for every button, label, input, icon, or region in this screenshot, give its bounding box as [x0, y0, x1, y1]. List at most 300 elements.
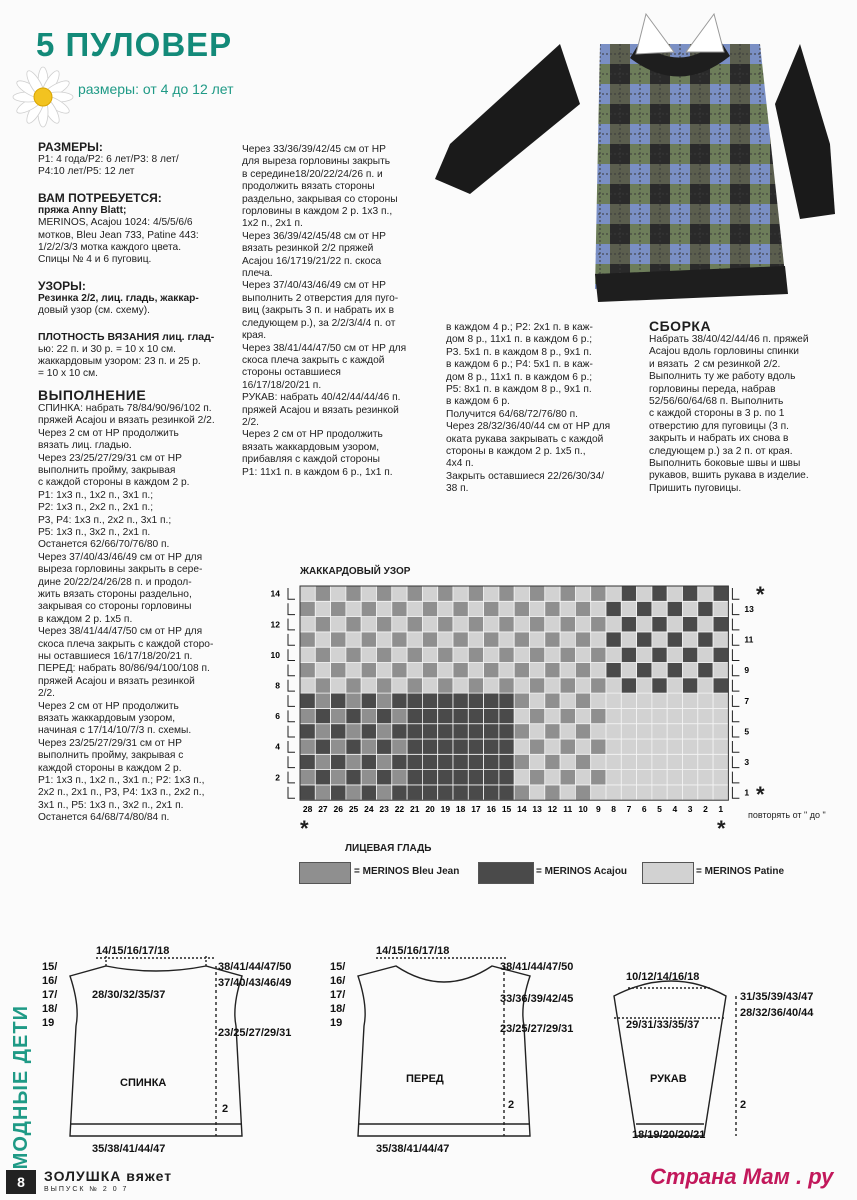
row-label-left: 4 — [275, 741, 280, 752]
chart-cell — [591, 617, 606, 632]
chart-cell — [667, 663, 682, 678]
chart-cell — [407, 693, 422, 708]
chart-cell — [698, 693, 713, 708]
chart-cell — [637, 617, 652, 632]
chart-cell — [453, 785, 468, 800]
row-label-right: 1 — [744, 787, 750, 798]
chart-cell — [438, 678, 453, 693]
chart-cell — [438, 663, 453, 678]
section-vertical-label: МОДНЫЕ ДЕТИ — [10, 1005, 32, 1170]
back-right-dim: 37/40/43/46/49 — [218, 977, 292, 989]
text-line: Закрыть оставшиеся 22/26/30/34/ — [446, 470, 605, 482]
chart-cell — [698, 785, 713, 800]
chart-cell — [637, 647, 652, 662]
chart-cell — [637, 678, 652, 693]
chart-cell — [453, 693, 468, 708]
chart-cell — [392, 693, 407, 708]
chart-cell — [331, 724, 346, 739]
chart-cell — [575, 647, 590, 662]
text-line: края. — [242, 330, 267, 342]
chart-cell — [377, 632, 392, 647]
chart-cell — [468, 739, 483, 754]
chart-cell — [514, 617, 529, 632]
chart-cell — [514, 647, 529, 662]
chart-cell — [652, 647, 667, 662]
chart-cell — [468, 693, 483, 708]
chart-cell — [499, 754, 514, 769]
chart-cell — [361, 586, 376, 601]
back-rib-dim: 2 — [222, 1103, 229, 1115]
sizes-subtitle: размеры: от 4 до 12 лет — [78, 81, 234, 97]
chart-cell — [377, 586, 392, 601]
text-line: в каждом 4 р.; Р2: 2х1 п. в каж- — [446, 322, 593, 333]
chart-cell — [545, 586, 560, 601]
row-bracket — [288, 741, 295, 752]
chart-cell — [468, 724, 483, 739]
chart-cell — [530, 647, 545, 662]
text-line: 52/56/60/64/68 п. Выполнить — [649, 396, 784, 408]
chart-cell — [422, 739, 437, 754]
chart-cell — [346, 785, 361, 800]
back-right-dim: 38/41/44/47/50 — [218, 961, 292, 973]
chart-cell — [438, 586, 453, 601]
column-label: 2 — [703, 804, 708, 815]
front-top-dim: 14/15/16/17/18 — [376, 945, 450, 957]
chart-cell — [315, 678, 330, 693]
chart-cell — [575, 693, 590, 708]
front-left-dim: 19 — [330, 1017, 343, 1029]
chart-cell — [698, 632, 713, 647]
chart-cell — [361, 601, 376, 616]
text-line: следующем р.) за 2 п. от края. — [649, 445, 793, 457]
text-line: ПЕРЕД: набрать 80/86/94/100/108 п. — [38, 663, 210, 675]
chart-cell — [560, 708, 575, 723]
chart-cell — [392, 647, 407, 662]
chart-cell — [315, 724, 330, 739]
text-line: пряжей Acajou и вязать резинкой 2/2. — [38, 415, 215, 427]
text-line: Через 38/41/44/47/50 см от НР для — [242, 342, 407, 354]
text-line: оката рукава закрывать с каждой — [446, 433, 604, 445]
chart-cell — [637, 739, 652, 754]
chart-cell — [514, 693, 529, 708]
chart-cell — [591, 708, 606, 723]
back-left-dim: 19 — [42, 1017, 55, 1029]
text-line: Через 2 см от НР продолжить — [38, 427, 179, 439]
chart-cell — [453, 724, 468, 739]
chart-cell — [438, 739, 453, 754]
text-line: дом 8 р., 11х1 п. в каждом 6 р.; — [446, 334, 593, 346]
text-line: дине 20/22/24/26/28 п. и продол- — [38, 576, 192, 588]
chart-cell — [621, 678, 636, 693]
chart-cell — [621, 632, 636, 647]
chart-cell — [652, 785, 667, 800]
chart-cell — [652, 693, 667, 708]
text-line: вязать лиц. гладью. — [38, 440, 132, 452]
watermark: Страна Мам . ру — [650, 1164, 834, 1189]
chart-cell — [606, 678, 621, 693]
chart-cell — [575, 601, 590, 616]
chart-cell — [407, 617, 422, 632]
patterns-heading: УЗОРЫ: — [38, 278, 86, 293]
text-line: рукавов, вшить рукава в изделие. — [649, 470, 809, 482]
text-line: Р2: 1х3 п., 2х2 п., 2х1 п.; — [38, 502, 154, 514]
column-label: 19 — [440, 804, 451, 815]
issue-number: ВЫПУСК № 2 0 7 — [44, 1186, 129, 1193]
sleeve-bottom-dim: 18/19/20/20/21 — [632, 1129, 706, 1141]
chart-cell — [667, 678, 682, 693]
text-line: 1/2/2/3/3 мотка каждого цвета. — [38, 242, 182, 254]
chart-cell — [683, 632, 698, 647]
chart-cell — [621, 601, 636, 616]
chart-cell — [713, 678, 728, 693]
chart-title: ЖАККАРДОВЫЙ УЗОР — [300, 566, 411, 577]
chart-cell — [453, 678, 468, 693]
chart-cell — [667, 785, 682, 800]
chart-cell — [346, 754, 361, 769]
text-line: Набрать 38/40/42/44/46 п. пряжей — [649, 334, 809, 345]
text-line: в каждом 6 р. — [446, 396, 510, 408]
chart-cell — [300, 601, 315, 616]
chart-cell — [575, 708, 590, 723]
chart-cell — [545, 785, 560, 800]
chart-cell — [683, 617, 698, 632]
chart-cell — [392, 770, 407, 785]
chart-cell — [713, 724, 728, 739]
text-line: 4х4 п. — [446, 458, 474, 470]
chart-cell — [499, 647, 514, 662]
text-line: вязать резинкой 2/2 пряжей — [242, 243, 374, 255]
text-line: каждой стороны в каждом 2 р. — [38, 762, 182, 774]
row-label-left: 6 — [275, 711, 280, 722]
text-line: в каждом 2 р. 1х5 п. — [38, 613, 133, 625]
row-bracket — [288, 634, 295, 645]
text-line: выполнить 2 отверстия для пуго- — [242, 292, 399, 304]
chart-cell — [484, 586, 499, 601]
chart-cell — [422, 724, 437, 739]
chart-cell — [667, 708, 682, 723]
legend-label-acajou: = MERINOS Acajou — [536, 866, 628, 877]
chart-cell — [560, 632, 575, 647]
chart-cell — [484, 647, 499, 662]
chart-cell — [560, 601, 575, 616]
chart-cell — [545, 693, 560, 708]
chart-cell — [698, 770, 713, 785]
chart-cell — [652, 586, 667, 601]
chart-cell — [591, 647, 606, 662]
chart-cell — [407, 754, 422, 769]
chart-cell — [407, 632, 422, 647]
chart-cell — [575, 754, 590, 769]
chart-cell — [484, 663, 499, 678]
row-label-right: 9 — [744, 665, 750, 676]
text-line: горловины переда, набрав — [649, 383, 776, 395]
chart-cell — [484, 724, 499, 739]
chart-cell — [361, 663, 376, 678]
chart-cell — [621, 708, 636, 723]
chart-cell — [591, 739, 606, 754]
chart-cell — [667, 601, 682, 616]
text-line: отверстию для пуговицы (3 п. — [649, 420, 789, 432]
chart-cell — [300, 693, 315, 708]
chart-cell — [545, 632, 560, 647]
chart-cell — [422, 601, 437, 616]
row-bracket — [732, 756, 739, 767]
row-bracket — [288, 710, 295, 721]
chart-cell — [683, 586, 698, 601]
chart-cell — [545, 663, 560, 678]
text-line: Через 37/40/43/46/49 см от НР — [242, 280, 386, 292]
chart-cell — [331, 586, 346, 601]
column-label: 3 — [687, 804, 693, 815]
row-label-left: 12 — [270, 619, 280, 630]
chart-cell — [484, 770, 499, 785]
chart-cell — [484, 632, 499, 647]
chart-cell — [392, 663, 407, 678]
chart-cell — [361, 678, 376, 693]
chart-cell — [545, 708, 560, 723]
repeat-note: повторять от " до " — [748, 810, 826, 820]
legend-title: ЛИЦЕВАЯ ГЛАДЬ — [345, 843, 432, 854]
chart-cell — [331, 632, 346, 647]
column-label: 24 — [364, 804, 374, 815]
chart-cell — [698, 708, 713, 723]
chart-cell — [315, 647, 330, 662]
chart-cell — [621, 663, 636, 678]
row-bracket — [732, 710, 739, 721]
front-left-dim: 16/ — [330, 975, 346, 987]
text-line: Р1: 11х1 п. в каждом 6 р., 1х1 п. — [242, 466, 393, 478]
chart-cell — [560, 754, 575, 769]
chart-cell — [713, 770, 728, 785]
chart-cell — [514, 708, 529, 723]
row-bracket — [288, 603, 295, 614]
text-line: 2х2 п., 2х1 п., Р3, Р4: 1х3 п., 2х2 п., — [38, 787, 205, 799]
text-line: в середине18/20/22/24/26 п. и — [242, 168, 383, 180]
chart-cell — [346, 663, 361, 678]
chart-cell — [514, 601, 529, 616]
chart-cell — [300, 617, 315, 632]
row-bracket — [288, 772, 295, 783]
column-label: 12 — [547, 804, 558, 815]
chart-cell — [652, 632, 667, 647]
chart-cell — [377, 647, 392, 662]
text-line: довый узор (см. схему). — [38, 305, 151, 317]
front-left-dim: 18/ — [330, 1003, 346, 1015]
chart-cell — [637, 693, 652, 708]
text-line: закрывая со стороны горловины — [38, 601, 192, 613]
text-line: СПИНКА: набрать 78/84/90/96/102 п. — [38, 402, 212, 414]
chart-cell — [530, 785, 545, 800]
chart-cell — [530, 663, 545, 678]
column-label: 25 — [348, 804, 359, 815]
chart-cell — [545, 739, 560, 754]
chart-cell — [560, 785, 575, 800]
chart-cell — [361, 785, 376, 800]
sleeve-label: РУКАВ — [650, 1073, 687, 1085]
chart-cell — [499, 632, 514, 647]
chart-cell — [560, 693, 575, 708]
chart-cell — [683, 647, 698, 662]
chart-cell — [591, 586, 606, 601]
row-label-left: 8 — [275, 680, 280, 691]
chart-cell — [468, 647, 483, 662]
chart-cell — [683, 724, 698, 739]
chart-cell — [392, 785, 407, 800]
chart-cell — [683, 785, 698, 800]
chart-cell — [453, 632, 468, 647]
chart-cell — [591, 785, 606, 800]
chart-cell — [438, 617, 453, 632]
chart-cell — [422, 678, 437, 693]
chart-cell — [484, 693, 499, 708]
text-line: жаккардовым узором: 23 п. и 25 р. — [38, 356, 201, 368]
row-bracket — [732, 772, 739, 783]
legend-swatch-blue — [299, 862, 351, 884]
row-bracket — [288, 665, 295, 676]
chart-cell — [361, 770, 376, 785]
chart-cell — [606, 647, 621, 662]
chart-cell — [315, 586, 330, 601]
chart-cell — [606, 724, 621, 739]
chart-cell — [422, 693, 437, 708]
chart-cell — [468, 754, 483, 769]
back-top-dim: 14/15/16/17/18 — [96, 945, 170, 957]
chart-cell — [575, 632, 590, 647]
chart-cell — [315, 601, 330, 616]
schematics — [36, 936, 836, 1158]
chart-cell — [545, 678, 560, 693]
chart-cell — [422, 754, 437, 769]
chart-cell — [315, 663, 330, 678]
text-line: Acajou 16/1719/21/22 п. скоса — [242, 255, 382, 267]
chart-cell — [514, 663, 529, 678]
chart-cell — [713, 754, 728, 769]
chart-cell — [422, 647, 437, 662]
column-label: 28 — [302, 804, 313, 815]
text-line: 1х2 п., 2х1 п. — [242, 218, 303, 230]
chart-cell — [530, 617, 545, 632]
chart-cell — [683, 754, 698, 769]
chart-cell — [545, 601, 560, 616]
chart-cell — [514, 678, 529, 693]
chart-cell — [499, 693, 514, 708]
chart-cell — [575, 678, 590, 693]
column-label: 27 — [318, 804, 328, 815]
row-bracket — [732, 680, 739, 691]
star-marker: * — [756, 782, 765, 807]
chart-cell — [453, 708, 468, 723]
row-bracket — [732, 741, 739, 752]
chart-cell — [300, 785, 315, 800]
chart-cell — [606, 632, 621, 647]
chart-cell — [346, 708, 361, 723]
chart-cell — [315, 617, 330, 632]
text-line: Пришить пуговицы. — [649, 482, 742, 494]
chart-cell — [407, 647, 422, 662]
row-bracket — [732, 726, 739, 737]
front-right-dim: 33/36/39/42/45 — [500, 993, 574, 1005]
sleeve-right-dim: 31/35/39/43/47 — [740, 991, 814, 1003]
chart-cell — [331, 663, 346, 678]
text-line: для выреза горловины закрыть — [242, 156, 391, 168]
row-bracket — [288, 695, 295, 706]
chart-cell — [530, 739, 545, 754]
text-line: и вязать 2 см резинкой 2/2. — [649, 358, 781, 370]
chart-cell — [621, 586, 636, 601]
row-bracket — [732, 695, 739, 706]
chart-cell — [377, 754, 392, 769]
chart-cell — [606, 586, 621, 601]
chart-cell — [606, 708, 621, 723]
chart-cell — [438, 647, 453, 662]
star-marker: * — [300, 816, 309, 841]
chart-cell — [438, 754, 453, 769]
text-line: Р1: 1х3 п., 1х2 п., 3х1 п.; — [38, 489, 154, 501]
chart-cell — [621, 785, 636, 800]
chart-cell — [698, 663, 713, 678]
chart-cell — [377, 678, 392, 693]
chart-cell — [575, 739, 590, 754]
chart-cell — [346, 601, 361, 616]
back-label: СПИНКА — [120, 1077, 167, 1089]
chart-cell — [361, 739, 376, 754]
column-label: 26 — [333, 804, 343, 815]
chart-cell — [621, 647, 636, 662]
chart-cell — [315, 785, 330, 800]
chart-cell — [300, 586, 315, 601]
chart-cell — [637, 632, 652, 647]
chart-cell — [392, 678, 407, 693]
text-line: вязать жаккардовым узором, — [242, 441, 380, 453]
chart-cell — [407, 708, 422, 723]
legend-label-blue: = MERINOS Bleu Jean — [354, 866, 460, 877]
chart-cell — [392, 632, 407, 647]
chart-cell — [667, 724, 682, 739]
sleeve-rib-dim: 2 — [740, 1099, 747, 1111]
chart-cell — [377, 601, 392, 616]
chart-cell — [683, 770, 698, 785]
text-line: скоса плеча закрыть с каждой — [242, 354, 385, 366]
chart-cell — [300, 663, 315, 678]
chart-cell — [346, 678, 361, 693]
chart-cell — [637, 770, 652, 785]
chart-cell — [453, 617, 468, 632]
text-line: 3х1 п., Р5: 1х3 п., 3х2 п., 2х1 п. — [38, 799, 184, 811]
chart-cell — [377, 770, 392, 785]
text-line: Р5: 1х3 п., 3х2 п., 2х1 п. — [38, 526, 151, 538]
text-line: стороны в каждом 2 р. 1х5 п., — [446, 446, 586, 458]
chart-cell — [438, 708, 453, 723]
text-line: Через 36/39/42/45/48 см от НР — [242, 230, 386, 242]
text-line: горловины в каждом 2 р. 1х3 п., — [242, 206, 393, 218]
chart-cell — [637, 601, 652, 616]
text-line: Через 38/41/44/47/50 см от НР для — [38, 626, 203, 638]
chart-cell — [637, 586, 652, 601]
text-line: 2/2. — [242, 416, 259, 428]
chart-cell — [698, 617, 713, 632]
chart-cell — [652, 770, 667, 785]
chart-cell — [575, 770, 590, 785]
chart-cell — [683, 739, 698, 754]
chart-cell — [621, 739, 636, 754]
chart-cell — [422, 632, 437, 647]
chart-cell — [545, 724, 560, 739]
chart-cell — [713, 647, 728, 662]
chart-cell — [315, 739, 330, 754]
front-right-dim: 23/25/27/29/31 — [500, 1023, 574, 1035]
magazine-title: ЗОЛУШКА вяжет — [44, 1168, 173, 1184]
chart-cell — [530, 724, 545, 739]
